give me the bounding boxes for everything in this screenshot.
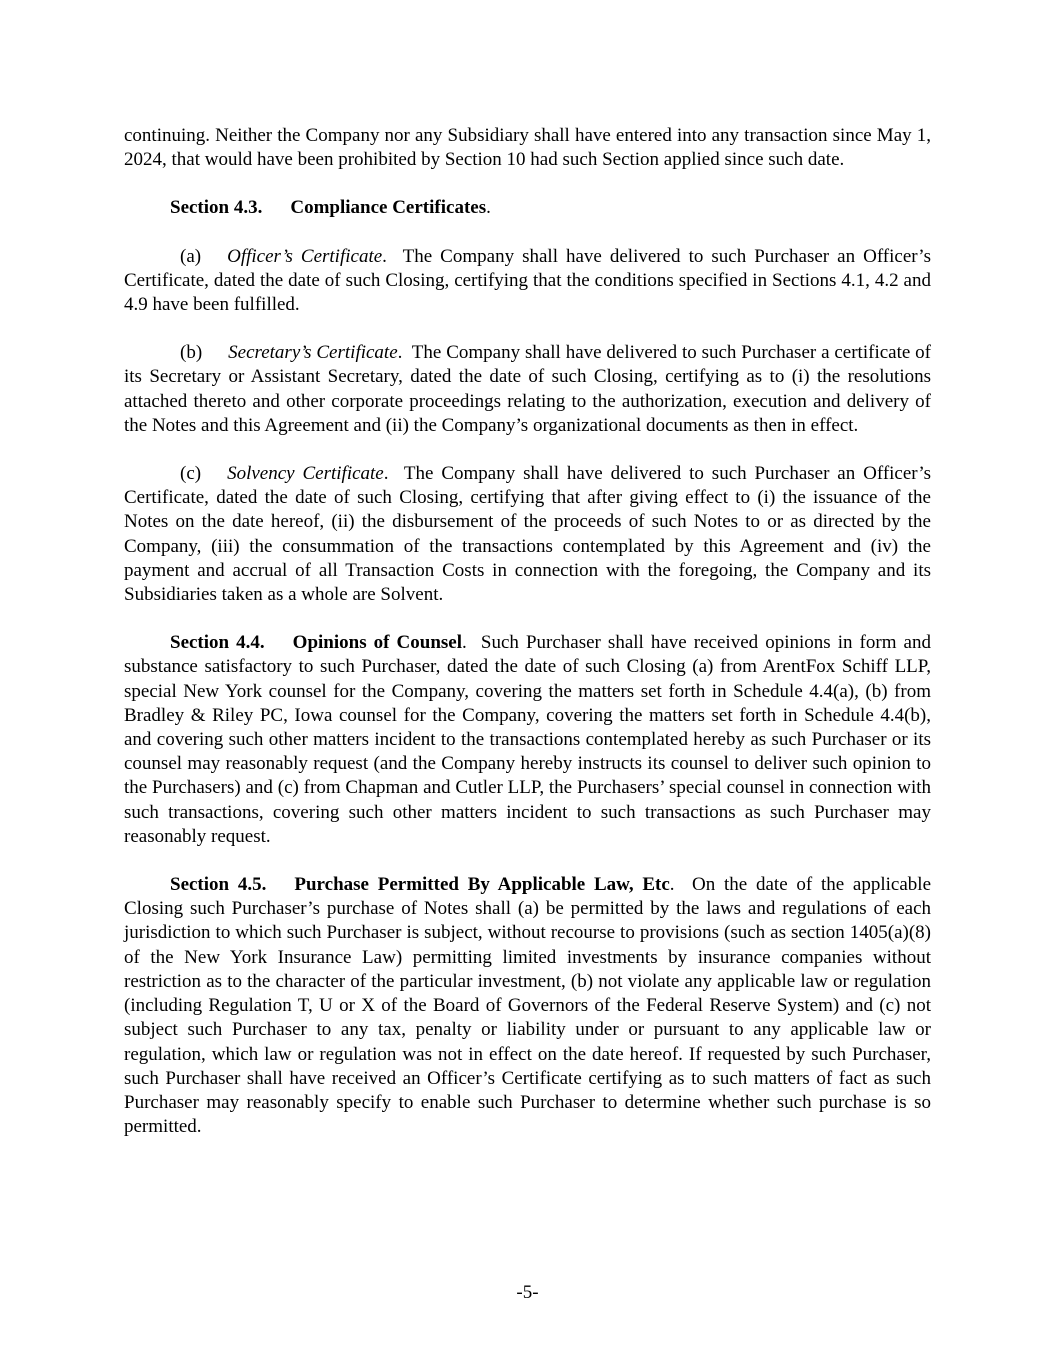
section-4-4-number: Section 4.4. [170,632,265,654]
page-number: -5- [516,1282,539,1303]
section-4-4-text: Such Purchaser shall have received opinions in form and substance satisfactory to such Purchaser, dated the date of such Closing (a) from ArentFox Schiff LLP, special New York counsel for the Company, covering the matters set forth in Schedule 4.4(a), (b) from Bradley & Riley PC, Iowa counsel for the Company, covering the matters set forth in Schedule 4.4(b), and covering such other matters incident to the transactions contemplated hereby as such Purchaser or its counsel may reasonably request (and the Company hereby instructs its counsel to deliver such opinion to the Purchasers) and (c) from Chapman and Cutler LLP, the Purchasers’ special counsel in connection with such transactions, covering such other matters incident to such transactions as such Purchaser may reasonably request. [124,632,931,847]
section-4-3-b-paragraph [124,341,931,438]
section-4-3-a-paragraph [124,245,931,318]
section-4-3-title: Compliance Certificates [290,197,487,219]
item-text: The Company shall have delivered to such Purchaser an Officer’s Certificate, dated the date of such Closing, certifying that after giving effect to (i) the issuance of the Notes on the date hereof, (ii) the disbursement of the proceeds of such Notes to or as directed by the Company, (iii) the consummation of the transactions contemplated by this Agreement and (iv) the payment and accrual of all Transaction Costs in connection with the foregoing, the Company and its Subsidiaries taken as a whole are Solvent. [124,463,931,606]
item-label: (a) [180,245,202,267]
section-4-4-paragraph [124,631,931,849]
item-title-end: . [382,245,387,267]
item-label: (b) [180,342,203,364]
item-title: Secretary’s Certificate [228,342,398,364]
section-4-5-paragraph [124,873,931,1139]
item-text: The Company shall have delivered to such Purchaser an Officer’s Certificate, dated the date of such Closing, certifying that the conditions specified in Sections 4.1, 4.2 and 4.9 have been fulfilled. [124,245,931,316]
section-4-3-heading [124,196,931,220]
section-4-3-number: Section 4.3. [170,197,263,219]
section-4-4-title-end: . [462,632,467,654]
document-page [124,124,931,1163]
section-4-3-c-paragraph [124,462,931,607]
section-4-5-title: Purchase Permitted By Applicable Law, Etc [294,874,670,896]
section-4-3-title-end: . [486,197,491,219]
section-4-5-number: Section 4.5. [170,874,267,896]
item-title-end: . [383,463,389,485]
section-4-5-text: On the date of the applicable Closing such Purchaser’s purchase of Notes shall (a) be permitted by the laws and regulations of each jurisdiction to which such Purchaser is subject, without recourse to provisions (such as section 1405(a)(8) of the New York Insurance Law) permitting limited investments by insurance companies without restriction as to the character of the particular investment, (b) not violate any applicable law or regulation (including Regulation T, U or X of the Board of Governors of the Federal Reserve System) and (c) not subject such Purchaser to any tax, penalty or liability under or pursuant to any applicable law or regulation, which law or regulation was not in effect on the date hereof. If requested by such Purchaser, such Purchaser shall have received an Officer’s Certificate certifying as to such matters of fact as such Purchaser may reasonably specify to enable such Purchaser to determine whether such purchase is so permitted. [124,874,932,1138]
item-label: (c) [180,463,202,485]
section-4-4-title: Opinions of Counsel [292,632,463,654]
item-title: Solvency Certificate [227,463,384,485]
item-title: Officer’s Certificate [227,245,383,267]
section-4-5-title-end: . [669,874,675,896]
continuation-paragraph: continuing. Neither the Company nor any Subsidiary shall have entered into any transaction since May 1, 2024, that would have been prohibited by Section 10 had such Section applied since such date. [124,125,931,171]
item-text: The Company shall have delivered to such Purchaser a certificate of its Secretary or Assistant Secretary, dated the date of such Closing, certifying as to (i) the resolutions attached thereto and other corporate proceedings relating to the authorization, execution and delivery of the Notes and this Agreement and (ii) the Company’s organizational documents as then in effect. [124,342,931,436]
item-title-end: . [397,342,403,364]
